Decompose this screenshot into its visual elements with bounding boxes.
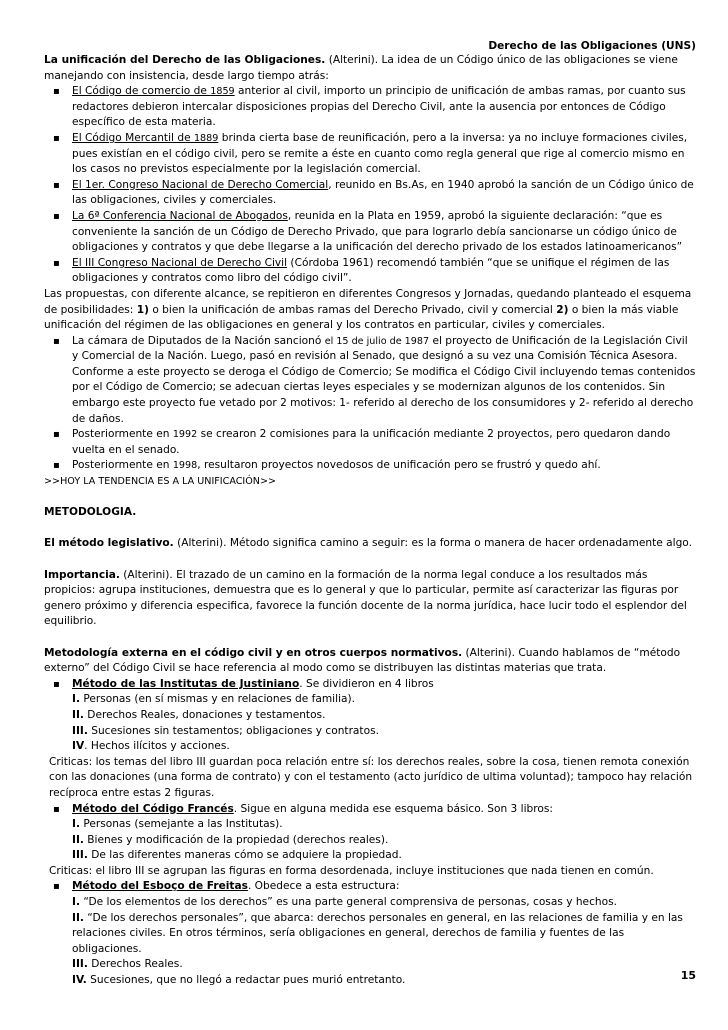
externa-text: (Alterini). Cuando hablamos de “método externo” del Código Civil se hace referencia al modo como se distribuyen las distintas materias que trata.: [44, 646, 681, 675]
page-header: Derecho de las Obligaciones (UNS): [488, 40, 696, 52]
book-text: Personas (semejante a las Institutas).: [79, 818, 283, 831]
method-text: . Obedece a esta estructura:: [247, 880, 400, 893]
list-item: [44, 334, 696, 428]
importancia-title: Importancia.: [44, 568, 120, 581]
book-line: [72, 973, 696, 989]
list-item-link: El III Congreso Nacional de Derecho Civil: [72, 256, 288, 269]
method-title: Método del Esboço de Freitas: [72, 880, 248, 893]
book-number: I.: [72, 693, 80, 706]
frances-books: [44, 817, 696, 864]
method-title: Método del Código Francés: [72, 802, 234, 815]
book-text: “De los derechos personales”, que abarca: derechos personales en general, en las relaciones de familia y en las relaciones civiles. En otros términos, sería obligaciones en general, derechos de familia y fuentes de las obligaciones.: [72, 911, 683, 955]
list-item: [44, 458, 696, 474]
list-item-link: El 1er. Congreso Nacional de Derecho Comercial: [72, 178, 329, 191]
list-item: [44, 131, 696, 178]
book-line: [72, 895, 696, 911]
book-number: I.: [72, 896, 80, 909]
legislativo-paragraph: [44, 536, 696, 552]
frances-critica: Criticas: el libro III se agrupan las figuras en forma desordenada, incluye instituciones que nada tienen en común.: [49, 864, 654, 877]
externa-title: Metodología externa en el código civil y en otros cuerpos normativos.: [44, 646, 463, 659]
list-item-text: se crearon 2 comisiones para la unificación mediante 2 proyectos, pero quedaron dando vuelta en el senado.: [72, 428, 671, 456]
spacer: [44, 630, 696, 646]
book-line: [72, 708, 696, 724]
list-item-year: 1889: [193, 132, 219, 144]
book-line: [72, 724, 696, 740]
page-number: 15: [680, 969, 696, 982]
book-line: [72, 957, 696, 973]
book-line: [72, 848, 696, 864]
list-item-text: anterior al civil, importo un principio de unificación de ambas ramas, por cuanto sus redactores debieron intercalar disposiciones propias del Derecho Civil, ante la ausencia por entonces de Código específico de esta materia.: [72, 85, 686, 129]
unificacion-title: La unificación del Derecho de las Obligaciones.: [44, 54, 326, 66]
book-number: II.: [72, 708, 84, 721]
book-line: [72, 833, 696, 849]
method-title: Método de las Institutas de Justiniano: [72, 677, 300, 690]
book-text: Sucesiones sin testamentos; obligaciones y contratos.: [87, 724, 379, 737]
unificacion-intro-text: (Alterini). La idea de un Código único de las obligaciones se viene manejando con insistencia, desde largo tiempo atrás:: [44, 54, 678, 82]
list-item-text: , reunida en la Plata en 1959, aprobó la siguiente declaración: “que es conveniente la sanción de un Código de Derecho Privado, que para lograrlo debía sancionarse un código único de obligaciones y contratos y que debe llegarse a la unificación del derecho privado de los estados latinoamericanos”: [72, 209, 683, 254]
book-number: III.: [72, 724, 88, 737]
list-item-link: La 6ª Conferencia Nacional de Abogados: [72, 209, 288, 222]
unificacion-list: [44, 84, 696, 287]
book-text: De las diferentes maneras cómo se adquiere la propiedad.: [87, 849, 402, 862]
book-number: III.: [72, 849, 88, 862]
list-item-link-text: El Código de comercio de: [72, 85, 211, 98]
instituta-critica: Criticas: los temas del libro III guardan poca relación entre sí: los derechos reales, sobre la cosa, tienen remota conexión con las donaciones (una forma de contrato) y con el testamento (acto jurídico de ultima voluntad); tampoco hay relación recíproca entre estas 2 figuras.: [49, 755, 693, 799]
freitas-books: [44, 895, 696, 989]
list-item-text: el proyecto de Unificación de la Legislación Civil y Comercial de la Nación. Luego, pasó en revisión al Senado, que designó a su vez una Comisión Técnica Asesora. Conforme a este proyecto se deroga el Código de Comercio; Se modifica el Código Civil incluyendo temas contenidos por el Código de Comercio; se adecuan ciertas leyes especiales y se modernizan algunos de los contenidos. Sin embargo este proyecto fue vetado por 2 motivos: 1- referido al derecho de los consumidores y 2- referido al derecho de daños.: [72, 334, 696, 425]
instituta-list: [44, 677, 696, 693]
list-item: [44, 677, 696, 693]
spacer: [44, 552, 696, 568]
option-number: 1): [136, 303, 149, 316]
list-item: [44, 209, 696, 256]
list-item-year: 1859: [210, 86, 235, 98]
list-item-text: Posteriormente en: [72, 428, 173, 441]
list-item-text: (Córdoba 1961) recomendó también “que se unifique el régimen de las obligaciones y contratos como libro del código civil”.: [72, 256, 670, 285]
book-line: [72, 692, 696, 708]
book-text: . Hechos ilícitos y acciones.: [84, 740, 230, 753]
frances-list: [44, 802, 696, 818]
list-item-date: el 15 de julio de 1987: [324, 335, 430, 347]
book-line: [72, 739, 696, 755]
book-number: IV: [72, 740, 85, 753]
book-number: III.: [72, 958, 88, 971]
option-number: 2): [556, 303, 569, 316]
list-item-text: brinda cierta base de reunificación, pero a la inversa: ya no incluye formaciones civiles, pues existían en el código civil, pero se remite a éste en cuanto como regla general que rige al comercio mismo en los casos no previstos especialmente por la legislación comercial.: [72, 131, 688, 176]
list-item: [44, 84, 696, 131]
book-number: II.: [72, 833, 84, 846]
metodologia-heading: METODOLOGIA.: [44, 506, 137, 519]
list-item-text: Posteriormente en: [72, 459, 173, 472]
importancia-paragraph: [44, 568, 696, 630]
method-text: . Sigue en alguna medida ese esquema básico. Son 3 libros:: [233, 802, 553, 815]
book-text: Derechos Reales, donaciones y testamentos.: [83, 708, 326, 721]
importancia-text: (Alterini). El trazado de un camino en la formación de la norma legal conduce a los resultados más propicios: agrupa instituciones, demuestra que es lo general y que lo particular, permite así caracterizar las figuras por genero próximo y diferencia especifica, favorece la función docente de la norma jurídica, hace lucir todo el esplendor del equilibrio.: [44, 568, 687, 628]
list-item: [44, 427, 696, 458]
tendencia-note: >>HOY LA TENDENCIA ES A LA UNIFICACIÓN>>: [44, 476, 277, 488]
list-item: [44, 256, 696, 287]
para-text: Las propuestas, con diferente alcance, se repitieron en diferentes Congresos y Jornadas, quedando planteado el esquema de posibilidades:: [44, 287, 692, 316]
list-item-date: 1998: [172, 460, 198, 472]
list-item-link: [72, 132, 218, 144]
unificacion-intro: [44, 53, 696, 84]
externa-paragraph: [44, 646, 696, 677]
para-text: o bien la más viable unificación del régimen de las obligaciones en general y los contratos en particular, civiles y comerciales.: [44, 303, 679, 332]
list-item-text: , reunido en Bs.As, en 1940 aprobó la sanción de un Código único de las obligaciones, civiles y comerciales.: [72, 178, 694, 207]
list-item: [44, 178, 696, 209]
book-number: I.: [72, 818, 80, 831]
freitas-list: [44, 879, 696, 895]
list-item-link: [72, 85, 235, 97]
list-item: [44, 802, 696, 818]
book-text: “De los elementos de los derechos” es una parte general comprensiva de personas, cosas y hechos.: [79, 896, 617, 909]
method-text: . Se dividieron en 4 libros: [299, 677, 434, 690]
list-item-text: , resultaron proyectos novedosos de unificación pero se frustró y quedo ahí.: [197, 459, 601, 472]
book-text: Sucesiones, que no llegó a redactar pues murió entretanto.: [86, 974, 406, 987]
legislativo-text: (Alterini). Método significa camino a seguir: es la forma o manera de hacer ordenadamente algo.: [173, 537, 692, 550]
list-item-date: 1992: [172, 429, 198, 441]
legislativo-title: El método legislativo.: [44, 537, 174, 550]
para-text: o bien la unificación de ambas ramas del Derecho Privado, civil y comercial: [148, 303, 557, 316]
book-line: [72, 817, 696, 833]
book-text: Personas (en sí mismas y en relaciones de familia).: [79, 693, 356, 706]
book-text: Derechos Reales.: [87, 958, 183, 971]
spacer: [44, 521, 696, 537]
instituta-books: [44, 692, 696, 754]
book-text: Bienes y modificación de la propiedad (derechos reales).: [83, 833, 389, 846]
book-number: II.: [72, 911, 84, 924]
page-content: [44, 53, 696, 989]
book-number: IV.: [72, 974, 87, 987]
spacer: [44, 490, 696, 506]
list-item: [44, 879, 696, 895]
book-line: [72, 911, 696, 958]
list-item-link-text: El Código Mercantil de: [72, 131, 194, 144]
unificacion-list-2: [44, 334, 696, 474]
unificacion-paragraph-2: [44, 287, 696, 334]
list-item-text: La cámara de Diputados de la Nación sancionó: [72, 334, 325, 347]
